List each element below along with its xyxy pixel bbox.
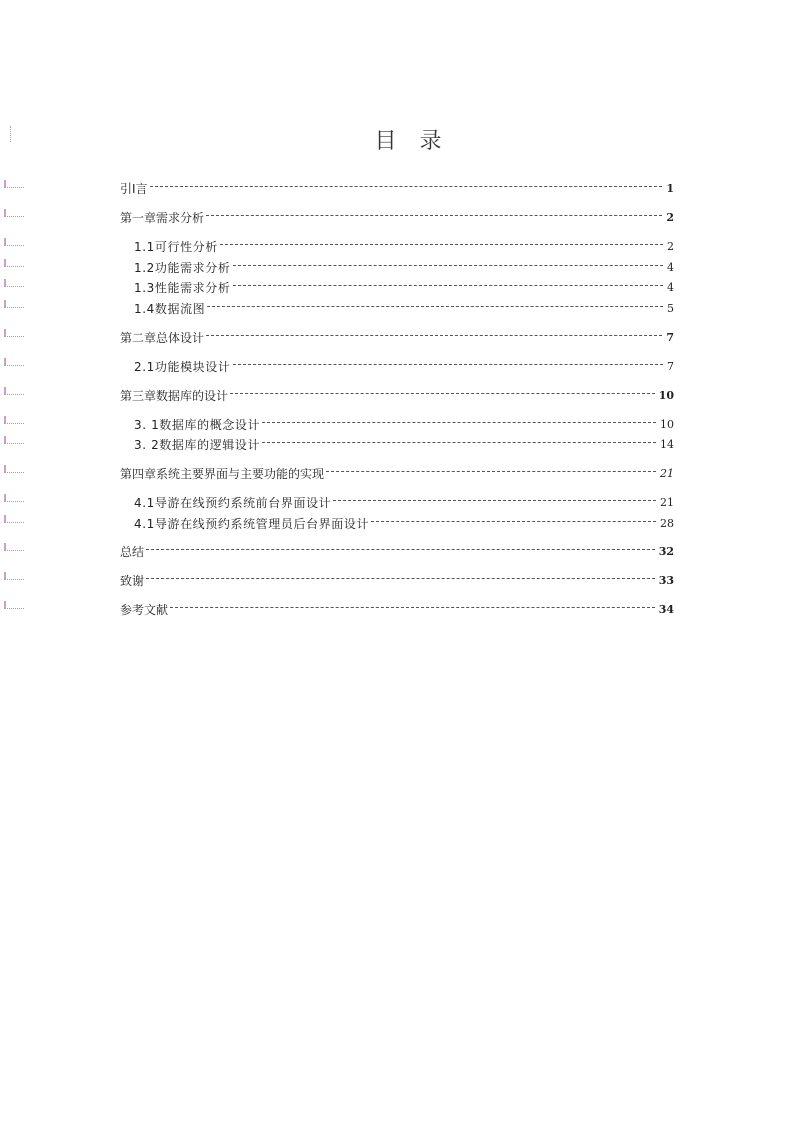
toc-entry-label: 3. 2数据库的逻辑设计 (134, 438, 261, 452)
margin-mark (4, 416, 24, 424)
toc-entry-label: 总结 (120, 545, 145, 559)
toc-entry[interactable] (120, 209, 674, 225)
toc-entry[interactable] (120, 543, 674, 559)
toc-entry-page: 33 (658, 574, 674, 587)
dot-leader (150, 185, 663, 187)
toc-entry[interactable] (134, 436, 674, 452)
toc-entry-label: 第一章需求分析 (120, 211, 205, 225)
margin-mark (4, 515, 24, 523)
toc-entry-page: 5 (667, 302, 674, 315)
toc-entry-label: 3. 1数据库的概念设计 (134, 418, 261, 432)
toc-entry-label: 第四章系统主要界面与主要功能的实现 (120, 467, 325, 481)
toc-entry[interactable] (120, 387, 674, 403)
toc-entry[interactable] (134, 238, 674, 254)
dot-leader (146, 548, 655, 550)
toc-entry[interactable] (134, 515, 674, 531)
toc-entry-label: 1.3性能需求分析 (134, 281, 231, 295)
margin-mark (4, 238, 24, 246)
margin-mark (4, 387, 24, 395)
toc-entry-page: 4 (667, 281, 674, 294)
dot-leader (262, 441, 656, 443)
margin-mark (4, 465, 24, 473)
toc-entry[interactable] (120, 572, 674, 588)
toc-entry-label: 1.4数据流图 (134, 302, 206, 316)
margin-mark (4, 572, 24, 580)
toc-entry[interactable] (120, 180, 674, 196)
toc-entry-page: 32 (658, 545, 674, 558)
dot-leader (230, 392, 655, 394)
margin-mark (4, 180, 24, 188)
toc-entry-page: 21 (660, 496, 674, 509)
margin-mark (4, 494, 24, 502)
margin-mark (4, 300, 24, 308)
toc-entry-page: 10 (660, 418, 674, 431)
margin-mark (4, 259, 24, 267)
dot-leader (326, 470, 656, 472)
toc-entry[interactable] (134, 279, 674, 295)
dot-leader (207, 305, 663, 307)
dot-leader (220, 243, 663, 245)
dot-leader (371, 520, 656, 522)
toc-entry[interactable] (134, 494, 674, 510)
toc-entry-page: 7 (667, 360, 674, 373)
toc-entry-label: 1.2功能需求分析 (134, 261, 231, 275)
toc-entry[interactable] (134, 259, 674, 275)
toc-entry-label: 第三章数据库的设计 (120, 389, 229, 403)
toc-entry-page: 7 (666, 331, 674, 344)
toc-entry-label: 1.1可行性分析 (134, 240, 218, 254)
toc-entry-page: 34 (658, 603, 674, 616)
dot-leader (233, 363, 664, 365)
margin-mark (4, 601, 24, 609)
toc-entry[interactable] (120, 465, 674, 481)
margin-mark (4, 279, 24, 287)
toc-entry[interactable] (134, 358, 674, 374)
dot-leader (233, 264, 664, 266)
toc-entry-label: 参考文献 (120, 603, 169, 617)
margin-mark (4, 543, 24, 551)
toc-entry-label: 致谢 (120, 574, 145, 588)
toc-entry[interactable] (120, 329, 674, 345)
toc-entry-page: 28 (660, 517, 674, 530)
dot-leader (333, 499, 656, 501)
toc-entry-label: 第二章总体设计 (120, 331, 205, 345)
dot-leader (206, 214, 662, 216)
toc-entry-page: 14 (660, 438, 674, 451)
toc-entry[interactable] (134, 416, 674, 432)
dot-leader (262, 421, 656, 423)
toc-entry-page: 4 (667, 261, 674, 274)
toc-entry-label: 4.1导游在线预约系统前台界面设计 (134, 496, 332, 510)
toc-entry-page: 21 (660, 467, 674, 480)
toc-entry-page: 1 (666, 182, 674, 195)
dot-leader (170, 606, 655, 608)
margin-mark (4, 436, 24, 444)
toc-entry[interactable] (120, 601, 674, 617)
toc-entry-page: 10 (658, 389, 674, 402)
toc-entry-label: 2.1功能模块设计 (134, 360, 231, 374)
toc-entry-page: 2 (667, 240, 674, 253)
toc-entry-label: 引I言 (120, 182, 148, 196)
toc-entry[interactable] (134, 300, 674, 316)
dot-leader (233, 284, 664, 286)
toc-entry-page: 2 (666, 211, 674, 224)
margin-mark (4, 358, 24, 366)
dot-leader (146, 577, 655, 579)
toc-entry-label: 4.1导游在线预约系统管理员后台界面设计 (134, 517, 370, 531)
dot-leader (206, 334, 662, 336)
toc-title: 目 录 (374, 129, 450, 154)
margin-mark (4, 209, 24, 217)
margin-mark (4, 329, 24, 337)
